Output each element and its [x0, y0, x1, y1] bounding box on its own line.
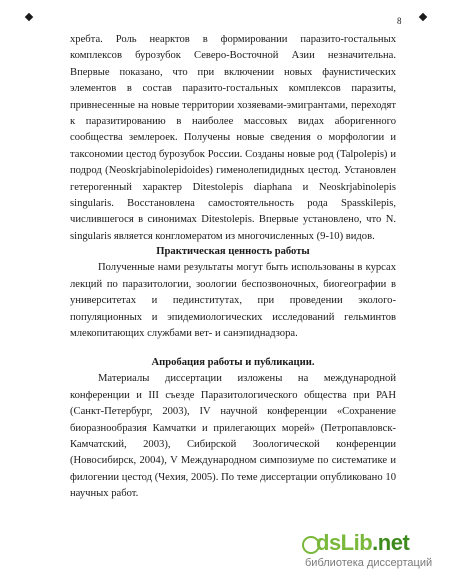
approbation-section	[70, 355, 396, 503]
corner-mark-top-right	[419, 13, 427, 21]
intro-section	[70, 32, 396, 245]
watermark-subtitle: библиотека диссертаций	[305, 557, 433, 569]
practical-heading: Практическая ценность работы	[156, 246, 310, 257]
approbation-heading: Апробация работы и публикации.	[151, 357, 315, 368]
practical-section	[70, 244, 396, 342]
watermark-brand-tld: .net	[372, 530, 410, 555]
dslib-watermark	[300, 530, 450, 579]
corner-mark-top-left	[25, 13, 33, 21]
watermark-brand-main: dsLib	[316, 530, 373, 555]
page-number: 8	[397, 16, 402, 26]
watermark-brand	[316, 530, 409, 556]
practical-paragraph: Полученные нами результаты могут быть использованы в курсах лекций по паразитологии, зоологии беспозвоночных, биогеографии в университетах и пединститутах, при проведении эколого-популяционных и эпидемиологических исследований гельминтов млекопитающих службами вет- и санэпиднадзора.	[70, 262, 396, 340]
intro-paragraph: хребта. Роль неарктов в формировании паразито-гостальных комплексов бурозубок Северо-Восточной Азии незначительна. Впервые показано, что при включении новых фаунистических элементов в состав паразито-гостальных комплексов паразиты, привнесенные на новые территории хозяевами-эмигрантами, переходят к паразитированию в наиболее массовых видах аборигенного сообщества землероек. Получены новые сведения о морфологии и таксономии цестод бурозубок России. Созданы новые род (Talpolepis) и подрод (Neoskrjabinolepidoides) гименолепидидных цестод. Установлен гетерогенный характер Ditestolepis diaphana и Neoskrjabinolepis singularis. Восстановлена самостоятельность рода Spasskilepis, числившегося в синонимах Ditestolepis. Впервые установлено, что N. singularis является конгломератом из многочисленных (9-10) видов.	[70, 34, 396, 242]
approbation-paragraph: Материалы диссертации изложены на международной конференции и III съезде Паразитологического общества при РАН (Санкт-Петербург, 2003), IV научной конференции «Сохранение биоразнообразия Камчатки и прилегающих морей» (Петропавловск-Камчатский, 2003), Сибирской Зоологической конференции (Новосибирск, 2004), V Международном симпозиуме по систематике и филогении цестод (Чехия, 2005). По теме диссертации опубликовано 10 научных работ.	[70, 373, 396, 500]
